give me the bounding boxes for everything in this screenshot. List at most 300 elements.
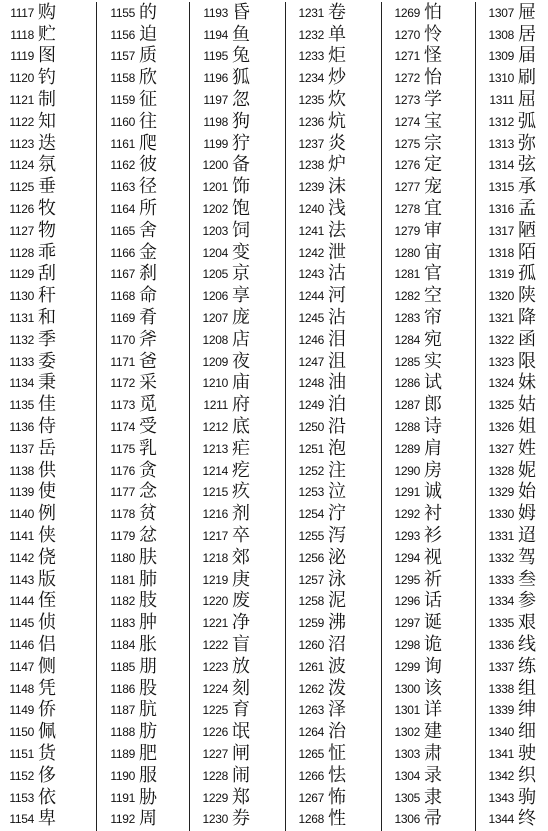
table-column xyxy=(189,2,285,831)
character-entry xyxy=(382,808,475,830)
entry-character: 驹 xyxy=(518,786,536,808)
character-entry xyxy=(190,482,285,504)
character-entry xyxy=(190,24,285,46)
entry-character: 弧 xyxy=(518,110,536,132)
entry-number: 1169 xyxy=(110,311,135,326)
entry-character: 话 xyxy=(424,590,442,612)
character-entry xyxy=(0,612,96,634)
entry-character: 迫 xyxy=(139,23,157,45)
entry-character: 饰 xyxy=(232,176,250,198)
entry-number: 1206 xyxy=(202,289,228,304)
character-entry xyxy=(190,569,285,591)
character-entry xyxy=(190,67,285,89)
entry-character: 育 xyxy=(232,699,250,721)
entry-number: 1334 xyxy=(488,594,514,609)
entry-character: 爸 xyxy=(139,350,157,372)
character-entry xyxy=(286,743,381,765)
entry-number: 1160 xyxy=(110,114,135,129)
character-entry xyxy=(476,198,548,220)
entry-number: 1307 xyxy=(488,5,514,20)
entry-number: 1273 xyxy=(394,93,420,108)
entry-number: 1239 xyxy=(298,180,324,195)
entry-character: 姆 xyxy=(518,503,536,525)
entry-number: 1214 xyxy=(202,463,228,478)
character-entry xyxy=(476,808,548,830)
character-entry xyxy=(97,133,189,155)
entry-number: 1295 xyxy=(394,572,420,587)
entry-number: 1202 xyxy=(202,202,228,217)
character-entry xyxy=(286,329,381,351)
character-entry xyxy=(286,700,381,722)
entry-number: 1222 xyxy=(202,638,228,652)
entry-number: 1336 xyxy=(488,638,514,652)
character-entry xyxy=(476,482,548,504)
entry-number: 1327 xyxy=(488,441,514,456)
entry-character: 所 xyxy=(139,198,157,220)
character-entry xyxy=(97,656,189,678)
entry-character: 始 xyxy=(518,481,536,503)
entry-character: 刮 xyxy=(38,263,56,285)
character-entry xyxy=(97,743,189,765)
character-entry xyxy=(476,351,548,373)
entry-character: 氓 xyxy=(232,721,250,743)
entry-character: 肪 xyxy=(139,721,157,743)
entry-character: 狐 xyxy=(232,67,250,89)
entry-character: 昏 xyxy=(232,1,250,23)
character-entry xyxy=(0,547,96,569)
character-entry xyxy=(97,808,189,830)
entry-character: 泞 xyxy=(328,503,346,525)
entry-number: 1134 xyxy=(9,376,34,391)
entry-number: 1139 xyxy=(9,485,34,500)
character-entry xyxy=(382,743,475,765)
character-entry xyxy=(286,111,381,133)
entry-character: 贮 xyxy=(38,23,56,45)
entry-number: 1217 xyxy=(202,529,228,544)
entry-character: 疟 xyxy=(232,437,250,459)
entry-number: 1330 xyxy=(488,507,514,522)
entry-number: 1175 xyxy=(110,441,135,456)
character-entry xyxy=(476,155,548,177)
character-entry xyxy=(382,220,475,242)
entry-character: 怪 xyxy=(424,45,442,67)
character-entry xyxy=(0,743,96,765)
entry-number: 1180 xyxy=(110,550,135,565)
entry-character: 沼 xyxy=(328,634,346,655)
entry-number: 1165 xyxy=(110,223,135,238)
character-entry xyxy=(476,46,548,68)
character-entry xyxy=(97,351,189,373)
character-entry xyxy=(476,634,548,656)
entry-number: 1122 xyxy=(9,114,34,129)
entry-character: 姑 xyxy=(518,394,536,416)
entry-character: 油 xyxy=(328,372,346,394)
character-entry xyxy=(382,394,475,416)
entry-character: 叁 xyxy=(518,568,536,590)
character-entry xyxy=(97,525,189,547)
character-entry xyxy=(382,2,475,24)
entry-number: 1155 xyxy=(110,5,135,20)
entry-number: 1172 xyxy=(110,376,135,391)
entry-number: 1323 xyxy=(488,354,514,369)
character-entry xyxy=(476,460,548,482)
entry-character: 郑 xyxy=(232,786,250,808)
entry-number: 1333 xyxy=(488,572,514,587)
character-entry xyxy=(0,765,96,787)
entry-character: 详 xyxy=(424,699,442,721)
entry-character: 承 xyxy=(518,176,536,198)
entry-character: 沽 xyxy=(328,263,346,285)
entry-character: 妹 xyxy=(518,372,536,394)
entry-number: 1303 xyxy=(394,746,420,761)
entry-number: 1146 xyxy=(9,638,34,652)
character-entry xyxy=(476,787,548,809)
character-entry xyxy=(97,176,189,198)
entry-number: 1220 xyxy=(202,594,228,609)
entry-number: 1185 xyxy=(110,659,135,674)
character-entry xyxy=(476,329,548,351)
entry-number: 1305 xyxy=(394,790,420,805)
entry-character: 觅 xyxy=(139,394,157,416)
entry-number: 1145 xyxy=(9,616,34,631)
character-entry xyxy=(286,787,381,809)
character-entry xyxy=(97,416,189,438)
entry-character: 物 xyxy=(38,219,56,241)
entry-number: 1120 xyxy=(9,71,34,86)
character-entry xyxy=(382,176,475,198)
entry-number: 1329 xyxy=(488,485,514,500)
character-entry xyxy=(0,656,96,678)
entry-number: 1325 xyxy=(488,398,514,413)
entry-number: 1274 xyxy=(394,114,420,129)
entry-character: 宠 xyxy=(424,176,442,198)
entry-character: 兔 xyxy=(232,45,250,67)
entry-character: 弦 xyxy=(518,154,536,176)
entry-character: 疙 xyxy=(232,459,250,481)
entry-number: 1192 xyxy=(110,812,135,827)
character-entry xyxy=(476,133,548,155)
entry-number: 1318 xyxy=(488,245,514,260)
entry-number: 1163 xyxy=(110,180,135,195)
entry-character: 建 xyxy=(424,721,442,743)
entry-character: 肃 xyxy=(424,742,442,764)
entry-character: 京 xyxy=(232,263,250,285)
entry-character: 斧 xyxy=(139,328,157,350)
entry-character: 胁 xyxy=(139,786,157,808)
entry-number: 1215 xyxy=(202,485,228,500)
entry-character: 质 xyxy=(139,45,157,67)
entry-character: 郊 xyxy=(232,546,250,568)
entry-number: 1235 xyxy=(298,93,324,108)
entry-number: 1230 xyxy=(202,812,228,827)
entry-number: 1282 xyxy=(394,289,420,304)
entry-number: 1253 xyxy=(298,485,324,500)
entry-character: 金 xyxy=(139,241,157,263)
entry-character: 侧 xyxy=(38,655,56,677)
character-entry xyxy=(190,242,285,264)
entry-character: 知 xyxy=(38,110,56,132)
entry-number: 1179 xyxy=(110,529,135,544)
character-entry xyxy=(382,24,475,46)
character-entry xyxy=(286,765,381,787)
entry-number: 1176 xyxy=(110,463,135,478)
entry-number: 1257 xyxy=(298,572,324,587)
entry-character: 衫 xyxy=(424,525,442,547)
entry-number: 1223 xyxy=(202,659,228,674)
character-entry xyxy=(0,133,96,155)
character-entry xyxy=(382,656,475,678)
entry-number: 1246 xyxy=(298,332,324,347)
character-entry xyxy=(382,460,475,482)
entry-number: 1184 xyxy=(110,638,135,652)
entry-character: 姓 xyxy=(518,437,536,459)
entry-character: 乳 xyxy=(139,437,157,459)
entry-number: 1171 xyxy=(110,354,135,369)
entry-character: 肥 xyxy=(139,742,157,764)
entry-number: 1316 xyxy=(488,202,514,217)
character-entry xyxy=(382,721,475,743)
character-entry xyxy=(97,198,189,220)
entry-character: 依 xyxy=(38,786,56,808)
entry-character: 钓 xyxy=(38,67,56,89)
entry-number: 1151 xyxy=(9,746,34,761)
entry-character: 怕 xyxy=(424,1,442,23)
entry-number: 1142 xyxy=(9,550,34,565)
entry-number: 1260 xyxy=(298,638,324,652)
entry-number: 1161 xyxy=(110,136,135,151)
entry-character: 炕 xyxy=(328,110,346,132)
entry-number: 1124 xyxy=(9,158,34,173)
character-entry xyxy=(286,634,381,656)
character-entry xyxy=(0,329,96,351)
character-entry xyxy=(286,547,381,569)
entry-character: 陌 xyxy=(518,241,536,263)
character-entry xyxy=(382,285,475,307)
character-entry xyxy=(382,329,475,351)
character-entry xyxy=(0,525,96,547)
character-entry xyxy=(97,242,189,264)
entry-number: 1158 xyxy=(110,71,135,86)
character-entry xyxy=(190,503,285,525)
entry-character: 定 xyxy=(424,154,442,176)
entry-number: 1154 xyxy=(9,812,34,827)
entry-number: 1157 xyxy=(110,49,135,64)
entry-number: 1319 xyxy=(488,267,514,282)
entry-character: 参 xyxy=(518,590,536,612)
entry-number: 1284 xyxy=(394,332,420,347)
entry-character: 侍 xyxy=(38,416,56,438)
character-entry xyxy=(476,612,548,634)
character-entry xyxy=(0,634,96,656)
character-entry xyxy=(476,503,548,525)
character-entry xyxy=(97,721,189,743)
entry-character: 欣 xyxy=(139,67,157,89)
entry-character: 卑 xyxy=(38,808,56,830)
entry-character: 肮 xyxy=(139,699,157,721)
entry-character: 卒 xyxy=(232,525,250,547)
entry-character: 图 xyxy=(38,45,56,67)
character-entry xyxy=(190,656,285,678)
entry-number: 1242 xyxy=(298,245,324,260)
entry-number: 1251 xyxy=(298,441,324,456)
entry-number: 1195 xyxy=(203,49,228,64)
entry-character: 采 xyxy=(139,372,157,394)
entry-character: 诡 xyxy=(424,634,442,655)
entry-character: 法 xyxy=(328,219,346,241)
entry-number: 1229 xyxy=(202,790,228,805)
entry-character: 征 xyxy=(139,89,157,111)
entry-number: 1130 xyxy=(9,289,34,304)
entry-number: 1193 xyxy=(203,5,228,20)
character-entry xyxy=(0,569,96,591)
entry-character: 和 xyxy=(38,307,56,329)
character-entry xyxy=(97,438,189,460)
entry-number: 1324 xyxy=(488,376,514,391)
entry-number: 1268 xyxy=(298,812,324,827)
entry-number: 1238 xyxy=(298,158,324,173)
character-entry xyxy=(476,2,548,24)
character-entry xyxy=(0,264,96,286)
character-entry xyxy=(476,220,548,242)
entry-character: 股 xyxy=(139,677,157,699)
character-entry xyxy=(97,765,189,787)
entry-character: 肺 xyxy=(139,568,157,590)
entry-number: 1177 xyxy=(110,485,135,500)
character-entry xyxy=(97,612,189,634)
character-entry xyxy=(382,307,475,329)
entry-character: 侥 xyxy=(38,546,56,568)
entry-number: 1127 xyxy=(9,223,34,238)
character-entry xyxy=(97,89,189,111)
entry-character: 泄 xyxy=(328,241,346,263)
entry-number: 1321 xyxy=(488,311,514,326)
character-entry xyxy=(0,394,96,416)
entry-character: 爬 xyxy=(139,132,157,154)
character-entry xyxy=(190,155,285,177)
entry-number: 1211 xyxy=(203,398,228,413)
entry-character: 忿 xyxy=(139,525,157,547)
character-entry xyxy=(286,656,381,678)
entry-character: 注 xyxy=(328,459,346,481)
character-entry xyxy=(286,394,381,416)
entry-character: 居 xyxy=(518,23,536,45)
character-entry xyxy=(190,547,285,569)
entry-number: 1275 xyxy=(394,136,420,151)
character-entry xyxy=(286,89,381,111)
entry-character: 诗 xyxy=(424,416,442,438)
character-entry xyxy=(190,787,285,809)
entry-character: 货 xyxy=(38,742,56,764)
character-entry xyxy=(97,67,189,89)
character-entry xyxy=(476,264,548,286)
character-entry xyxy=(286,678,381,700)
entry-number: 1306 xyxy=(394,812,420,827)
entry-character: 屉 xyxy=(518,1,536,23)
character-entry xyxy=(0,373,96,395)
character-entry xyxy=(476,547,548,569)
entry-number: 1183 xyxy=(110,616,135,631)
entry-character: 卷 xyxy=(328,1,346,23)
entry-number: 1256 xyxy=(298,550,324,565)
entry-number: 1118 xyxy=(10,27,34,42)
character-entry xyxy=(286,416,381,438)
entry-number: 1244 xyxy=(298,289,324,304)
entry-character: 府 xyxy=(232,394,250,416)
character-entry xyxy=(0,808,96,830)
entry-character: 怡 xyxy=(424,67,442,89)
entry-number: 1148 xyxy=(9,681,34,696)
entry-character: 波 xyxy=(328,655,346,677)
entry-number: 1262 xyxy=(298,681,324,696)
entry-character: 织 xyxy=(518,764,536,786)
character-entry xyxy=(190,176,285,198)
entry-character: 泽 xyxy=(328,699,346,721)
character-entry xyxy=(190,765,285,787)
character-entry xyxy=(190,285,285,307)
entry-number: 1304 xyxy=(394,768,420,783)
entry-character: 狞 xyxy=(232,132,250,154)
entry-character: 庞 xyxy=(232,307,250,329)
character-entry xyxy=(97,700,189,722)
entry-character: 券 xyxy=(232,808,250,830)
character-entry xyxy=(97,482,189,504)
character-entry xyxy=(190,351,285,373)
entry-number: 1149 xyxy=(9,703,34,718)
character-entry xyxy=(190,373,285,395)
character-entry xyxy=(382,416,475,438)
entry-number: 1121 xyxy=(9,93,34,108)
character-entry xyxy=(0,721,96,743)
entry-number: 1335 xyxy=(488,616,514,631)
character-entry xyxy=(476,700,548,722)
entry-character: 审 xyxy=(424,219,442,241)
character-entry xyxy=(190,743,285,765)
character-entry xyxy=(382,569,475,591)
character-entry xyxy=(286,591,381,613)
entry-character: 艰 xyxy=(518,612,536,634)
entry-character: 秉 xyxy=(38,372,56,394)
entry-number: 1153 xyxy=(9,790,34,805)
entry-number: 1228 xyxy=(202,768,228,783)
character-entry xyxy=(97,591,189,613)
entry-character: 帚 xyxy=(424,808,442,830)
table-column xyxy=(381,2,475,831)
character-entry xyxy=(382,46,475,68)
entry-number: 1328 xyxy=(488,463,514,478)
entry-character: 泣 xyxy=(328,481,346,503)
entry-number: 1278 xyxy=(394,202,420,217)
character-entry xyxy=(476,743,548,765)
entry-character: 治 xyxy=(328,721,346,743)
entry-character: 制 xyxy=(38,89,56,111)
character-entry xyxy=(286,198,381,220)
entry-number: 1311 xyxy=(489,93,514,108)
character-entry xyxy=(97,220,189,242)
character-entry xyxy=(476,24,548,46)
character-entry xyxy=(476,591,548,613)
entry-character: 官 xyxy=(424,263,442,285)
character-entry xyxy=(286,155,381,177)
entry-character: 组 xyxy=(518,677,536,699)
entry-character: 秆 xyxy=(38,285,56,307)
entry-character: 炉 xyxy=(328,154,346,176)
entry-number: 1255 xyxy=(298,529,324,544)
entry-character: 舍 xyxy=(139,219,157,241)
entry-character: 隶 xyxy=(424,786,442,808)
character-entry xyxy=(382,700,475,722)
entry-character: 沿 xyxy=(328,416,346,438)
entry-number: 1338 xyxy=(488,681,514,696)
